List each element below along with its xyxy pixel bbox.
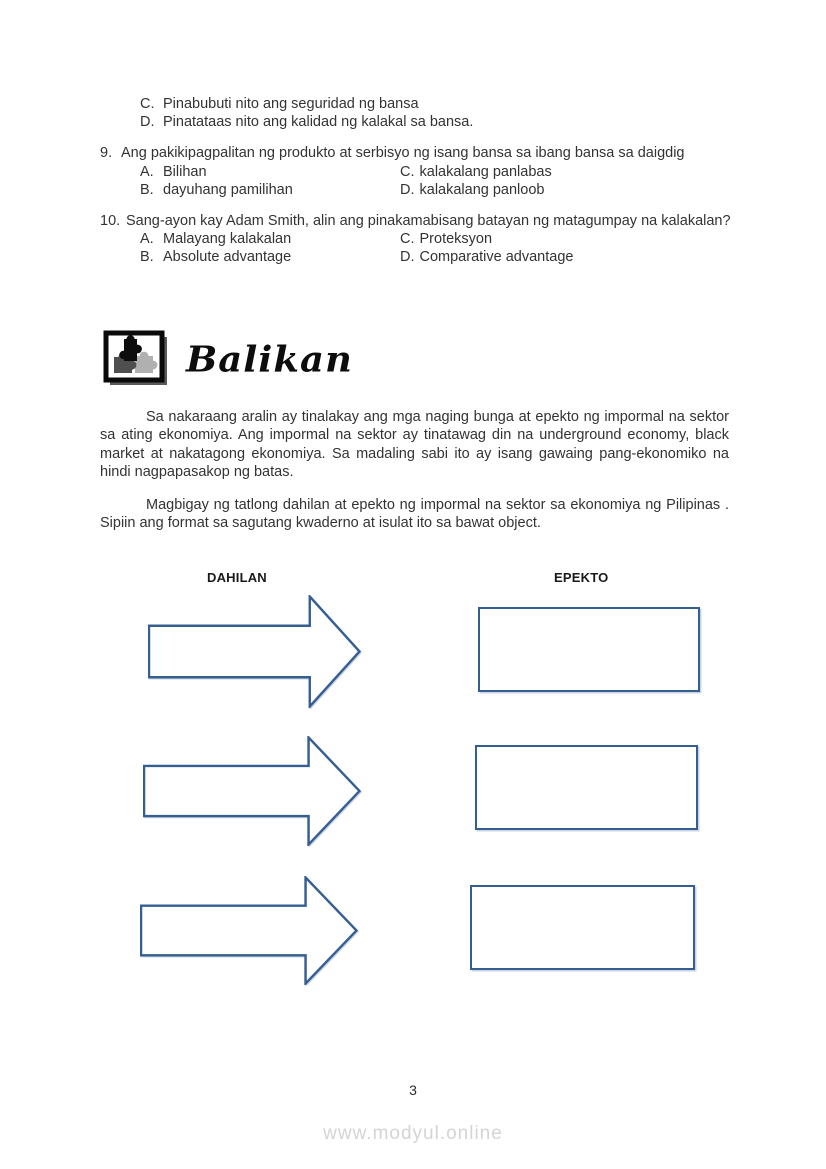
question-text: Sang-ayon kay Adam Smith, alin ang pinakamabisang batayan ng matagumpay na kalakalan? [126, 213, 731, 230]
option-text: kalakalang panlabas [419, 163, 552, 180]
option-letter: D. [140, 114, 155, 131]
option-letter: D. [400, 249, 415, 266]
option-text: Comparative advantage [419, 249, 574, 266]
q8-option-d [100, 113, 736, 131]
effect-box-1 [478, 607, 700, 692]
option-letter: B. [140, 249, 154, 266]
review-paragraph-1: Sa nakaraang aralin ay tinalakay ang mga naging bunga at epekto ng impormal na sektor sa ating ekonomiya. Ang impormal na sektor ay tinatawag din na underground economy, black market at nakatagong ekonomiya. Sa madaling sabi ito ay isang gawaing pang-ekonomiko na hindi nagpapasakop ng batas. [100, 409, 729, 480]
section-header [103, 330, 353, 388]
option-text: kalakalang panloob [419, 181, 545, 198]
option-text: Bilihan [163, 163, 207, 180]
option-letter: C. [400, 231, 415, 248]
option-text: dayuhang pamilihan [163, 181, 293, 198]
q9-options-row-1 [100, 163, 736, 181]
q8-option-c [100, 95, 736, 113]
q9-options-row-2 [100, 181, 736, 199]
option-letter: A. [140, 163, 154, 180]
section-title: Balikan [186, 337, 353, 381]
effect-box-2 [475, 745, 698, 830]
option-letter: D. [400, 181, 415, 198]
cause-arrow-1 [148, 595, 361, 708]
cause-arrow-2 [143, 736, 361, 846]
effect-box-3 [470, 885, 695, 970]
option-letter: B. [140, 181, 154, 198]
cause-arrow-3 [140, 876, 358, 985]
option-text: Absolute advantage [163, 249, 292, 266]
question-10 [100, 212, 736, 230]
quiz-block [100, 95, 736, 267]
q10-options-row-1 [100, 230, 736, 248]
option-text: Proteksyon [419, 231, 493, 248]
puzzle-icon [103, 330, 169, 388]
column-header-dahilan: DAHILAN [207, 570, 267, 585]
option-text: Pinatataas nito ang kalidad ng kalakal sa bansa. [163, 114, 474, 131]
review-paragraph-2: Magbigay ng tatlong dahilan at epekto ng impormal na sektor sa ekonomiya ng Pilipinas . Sipiin ang format sa sagutang kwaderno at isulat ito sa bawat object. [100, 497, 729, 532]
option-letter: A. [140, 231, 154, 248]
option-letter: C. [140, 96, 155, 112]
option-text: Malayang kalakalan [163, 231, 292, 248]
review-text [100, 408, 729, 533]
page-number: 3 [409, 1082, 417, 1098]
q10-options-row-2 [100, 248, 736, 266]
question-text: Ang pakikipagpalitan ng produkto at serbisyo ng isang bansa sa ibang bansa sa daigdig [121, 145, 685, 162]
watermark: www.modyul.online [323, 1123, 503, 1144]
option-letter: C. [400, 163, 415, 180]
option-text: Pinabubuti nito ang seguridad ng bansa [163, 96, 419, 112]
column-header-epekto: EPEKTO [554, 570, 609, 585]
question-9 [100, 144, 736, 162]
question-number: 10. [100, 213, 121, 230]
question-number: 9. [100, 145, 113, 162]
